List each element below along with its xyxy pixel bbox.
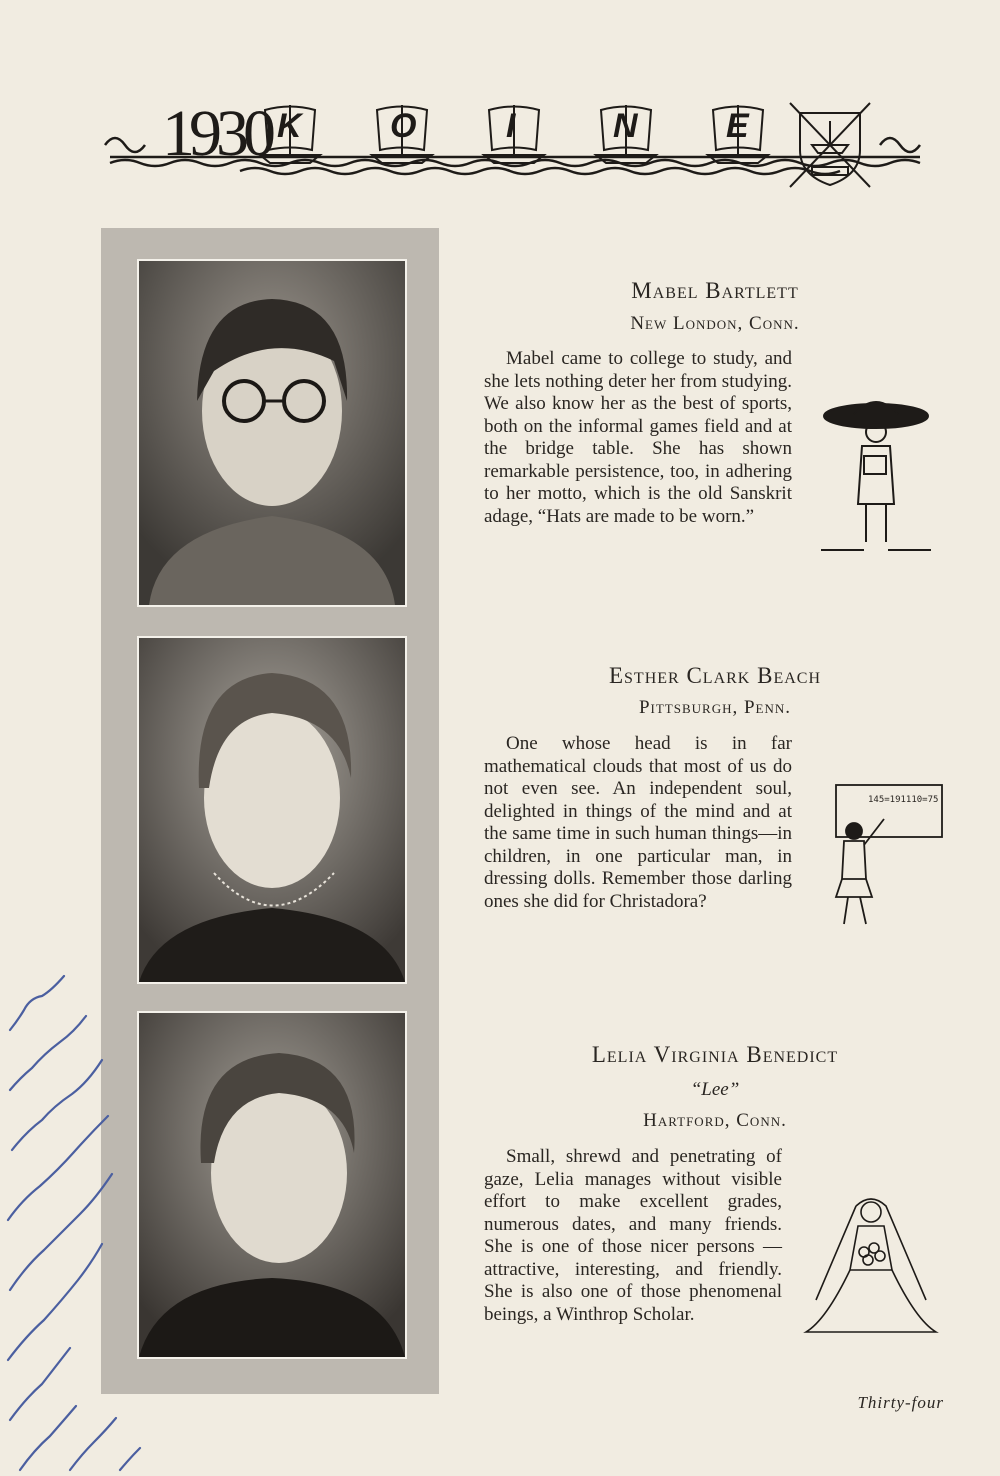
bride-sketch-icon: [796, 1190, 946, 1338]
student-nickname: “Lee”: [690, 1079, 740, 1100]
header-letter-e: E: [726, 107, 749, 145]
student-bio: Mabel came to college to study, and she lets nothing deter her from studying. We also know her as the best of sports, both on the informal games field and at the bridge table. She has shown remarkable persistence, too, in adhering to her motto, which is the old Sanskrit adage, “Hats are made to be worn.”: [484, 348, 946, 559]
hat-girl-sketch-icon: [806, 394, 946, 559]
header-letter-i: I: [506, 107, 516, 145]
blackboard-text: 145=191110=75: [868, 795, 939, 805]
header-letter-o: O: [390, 107, 417, 145]
student-name: Mabel Bartlett: [631, 278, 799, 303]
blackboard-girl-sketch-icon: [806, 779, 946, 929]
student-bio: Small, shrewd and penetrating of gaze, Lelia manages without visible effort to make excellent grades, numerous dates, and many friends. She is one of those nicer persons — attractive, interesting, and friendly. She is also one of those phenomenal beings, a Winthrop Scholar.: [484, 1146, 946, 1338]
page-number: Thirty-four: [857, 1393, 944, 1412]
portrait-photo: [137, 259, 407, 607]
student-hometown: Pittsburgh, Penn.: [638, 697, 792, 718]
portrait-bartlett-icon: [139, 261, 405, 605]
student-name: Esther Clark Beach: [608, 663, 821, 688]
portrait-beach-icon: [139, 638, 405, 982]
handwriting-scrawl-icon: [0, 970, 200, 1476]
yearbook-header: [100, 95, 930, 195]
student-name: Lelia Virginia Benedict: [591, 1042, 839, 1067]
student-bio: 145=191110=75 One whose head is in far mathematical clouds that most of us do not even see. An independent soul, delighted in things of the mind and at the same time in such human things—in children, in one particular man, in dressing dolls. Remember those darling ones she did for Christadora?: [484, 733, 946, 929]
header-year: 1930: [162, 97, 270, 170]
student-hometown: New London, Conn.: [630, 313, 800, 334]
header-letter-n: N: [613, 107, 638, 145]
student-hometown: Hartford, Conn.: [643, 1110, 787, 1131]
header-letter-k: K: [277, 107, 302, 145]
portrait-photo: [137, 636, 407, 984]
